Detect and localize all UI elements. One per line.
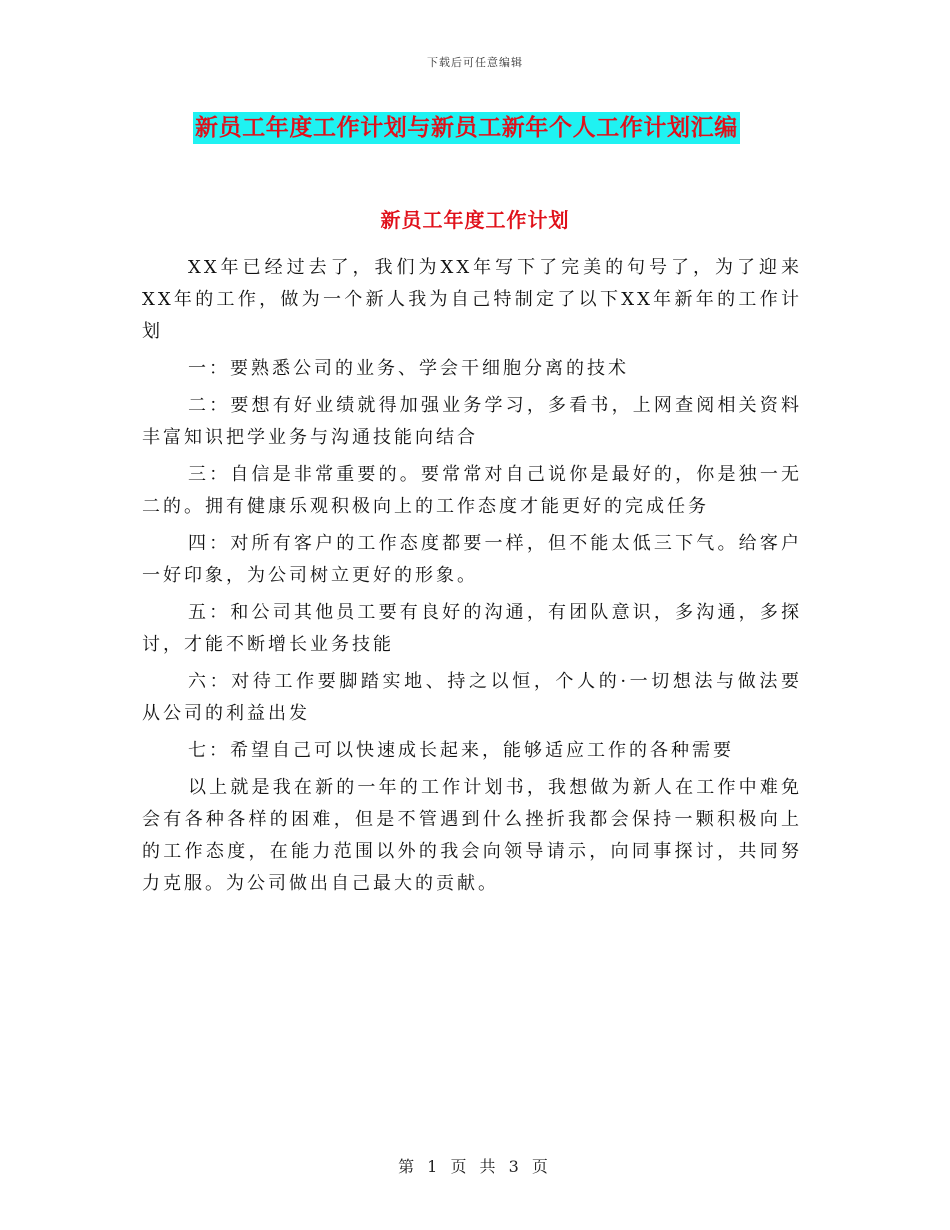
paragraph-item-6: 六：对待工作要脚踏实地、持之以恒，个人的·一切想法与做法要从公司的利益出发 bbox=[142, 671, 802, 724]
paragraph-item-1: 一：要熟悉公司的业务、学会干细胞分离的技术 bbox=[188, 358, 629, 379]
page-footer: 第 1 页 共 3 页 bbox=[398, 1157, 552, 1176]
paragraph-item-3: 三：自信是非常重要的。要常常对自己说你是最好的，你是独一无二的。拥有健康乐观积极向上的工作态度才能更好的完成任务 bbox=[142, 464, 802, 517]
document-body bbox=[142, 252, 802, 905]
paragraph-item-4: 四：对所有客户的工作态度都要一样，但不能太低三下气。给客户一好印象，为公司树立更好的形象。 bbox=[142, 533, 802, 586]
paragraph-item-2: 二：要想有好业绩就得加强业务学习，多看书，上网查阅相关资料丰富知识把学业务与沟通技能向结合 bbox=[142, 395, 802, 448]
paragraph-intro: XX年已经过去了，我们为XX年写下了完美的句号了，为了迎来XX年的工作，做为一个新人我为自己特制定了以下XX年新年的工作计划 bbox=[142, 257, 802, 342]
main-title-highlight bbox=[193, 112, 740, 144]
paragraph-conclusion: 以上就是我在新的一年的工作计划书，我想做为新人在工作中难免会有各种各样的困难，但是不管遇到什么挫折我都会保持一颗积极向上的工作态度，在能力范围以外的我会向领导请示，向同事探讨，共同努力克服。为公司做出自己最大的贡献。 bbox=[142, 777, 802, 894]
header-note: 下载后可任意编辑 bbox=[427, 56, 523, 69]
paragraph-item-7: 七：希望自己可以快速成长起来，能够适应工作的各种需要 bbox=[188, 740, 734, 761]
paragraph-item-5: 五：和公司其他员工要有良好的沟通，有团队意识，多沟通，多探讨，才能不断增长业务技能 bbox=[142, 602, 802, 655]
main-title: 新员工年度工作计划与新员工新年个人工作计划汇编 bbox=[195, 114, 738, 141]
section-title: 新员工年度工作计划 bbox=[380, 208, 570, 232]
